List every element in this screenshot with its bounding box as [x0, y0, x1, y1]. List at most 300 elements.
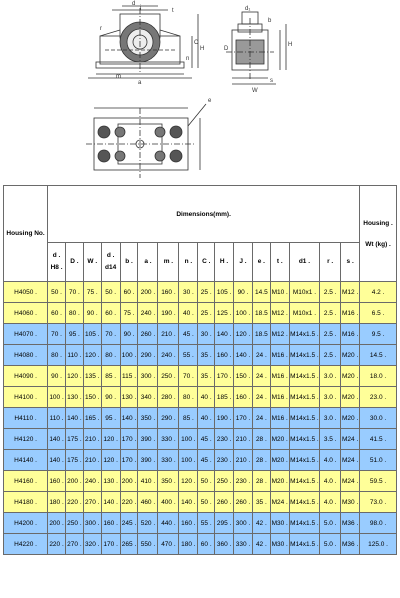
- dimension-cell: 45 .: [198, 429, 215, 450]
- dimension-cell: 100 .: [234, 303, 253, 324]
- dimension-cell: 250 .: [158, 366, 179, 387]
- dimension-cell: M14x1.5 .: [289, 345, 319, 366]
- dimension-cell: 60 .: [120, 282, 138, 303]
- dimension-cell: 300 .: [83, 513, 101, 534]
- dimension-cell: M36 .: [341, 534, 360, 555]
- dimension-cell: 100 .: [48, 387, 66, 408]
- table-row: [4, 513, 397, 534]
- dimension-cell: 125 .: [215, 303, 234, 324]
- dimension-cell: 160 .: [48, 471, 66, 492]
- housing-spec-table: [3, 185, 397, 555]
- dimension-cell: M14x1.5 .: [289, 471, 319, 492]
- dimension-cell: 190 .: [158, 303, 179, 324]
- dimension-cell: 160 .: [215, 345, 234, 366]
- column-header-tolerance: d14: [105, 264, 117, 271]
- dimension-cell: M10x1 .: [289, 282, 319, 303]
- dimension-cell: 170 .: [234, 408, 253, 429]
- dimension-cell: M10 .: [270, 282, 289, 303]
- dimension-cell: 350 .: [158, 471, 179, 492]
- dimension-cell: 120 .: [179, 471, 198, 492]
- column-header-symbol: d .: [106, 252, 115, 259]
- dimension-cell: 60 .: [101, 303, 120, 324]
- dimension-cell: 3.0 .: [320, 366, 341, 387]
- dimension-cell: 260 .: [234, 492, 253, 513]
- column-header: [48, 243, 66, 282]
- dimension-cell: 230 .: [234, 471, 253, 492]
- dimension-cell: 210 .: [234, 429, 253, 450]
- housing-number-cell: H4160 .: [4, 471, 48, 492]
- dimension-cell: 160 .: [101, 513, 120, 534]
- weight-cell: 73.0 .: [360, 492, 397, 513]
- column-header: [158, 243, 179, 282]
- dimension-cell: 4.0 .: [320, 471, 341, 492]
- dimension-cell: 200 .: [65, 471, 83, 492]
- column-header-tolerance: H8 .: [50, 264, 63, 271]
- table-row: [4, 282, 397, 303]
- dimension-cell: M16 .: [270, 366, 289, 387]
- dimension-cell: M24 .: [341, 429, 360, 450]
- dimension-cell: 3.0 .: [320, 387, 341, 408]
- housing-number-cell: H4140 .: [4, 450, 48, 471]
- dimension-cell: 42 .: [252, 513, 270, 534]
- housing-number-cell: H4220 .: [4, 534, 48, 555]
- column-header: [320, 243, 341, 282]
- dimension-cell: 200 .: [48, 513, 66, 534]
- dimension-cell: 50 .: [198, 492, 215, 513]
- dimension-cell: 25 .: [198, 282, 215, 303]
- dimension-cell: 240 .: [83, 471, 101, 492]
- dimension-cell: 170 .: [120, 429, 138, 450]
- dimension-cell: 24 .: [252, 366, 270, 387]
- column-header-symbol: m .: [163, 258, 174, 265]
- dimension-cell: 330 .: [234, 534, 253, 555]
- dimension-cell: 40 .: [198, 387, 215, 408]
- column-header: [120, 243, 138, 282]
- table-row: [4, 492, 397, 513]
- label-r: r: [100, 26, 102, 32]
- header-weight-line2: Wt (kg) .: [365, 240, 391, 248]
- weight-cell: 6.5 .: [360, 303, 397, 324]
- column-header-symbol: H .: [219, 258, 229, 265]
- dimension-cell: 250 .: [215, 471, 234, 492]
- dimension-cell: 175 .: [65, 450, 83, 471]
- dimension-cell: 200 .: [120, 471, 138, 492]
- label-h-side: H: [288, 42, 293, 48]
- weight-cell: 14.5 .: [360, 345, 397, 366]
- dimension-cell: 80 .: [48, 345, 66, 366]
- dimension-cell: 270 .: [83, 492, 101, 513]
- dimension-cell: 330 .: [158, 450, 179, 471]
- dimension-cell: 18.5: [252, 324, 270, 345]
- dimension-cell: 85 .: [101, 366, 120, 387]
- housing-number-cell: H4110 .: [4, 408, 48, 429]
- weight-cell: 30.0 .: [360, 408, 397, 429]
- label-d1: d₁: [245, 6, 251, 12]
- dimension-cell: 210 .: [158, 324, 179, 345]
- dimension-cell: 140 .: [48, 450, 66, 471]
- side-view: [226, 12, 286, 84]
- dimension-cell: M12 .: [270, 324, 289, 345]
- column-header-symbol: D .: [70, 258, 79, 265]
- dimension-cell: 50 .: [101, 282, 120, 303]
- dimension-cell: 45 .: [179, 324, 198, 345]
- label-b: b: [268, 18, 272, 24]
- dimension-cell: 85 .: [179, 408, 198, 429]
- column-header-symbol: e .: [257, 258, 265, 265]
- dimension-cell: M12 .: [270, 303, 289, 324]
- column-header: [83, 243, 101, 282]
- dimension-cell: 240 .: [138, 303, 158, 324]
- dimension-cell: M14x1.5 .: [289, 324, 319, 345]
- dimension-cell: 90 .: [48, 366, 66, 387]
- plan-view: [86, 104, 206, 178]
- dimension-cell: 300 .: [234, 513, 253, 534]
- dimension-cell: 14.5: [252, 282, 270, 303]
- dimension-cell: 4.0 .: [320, 492, 341, 513]
- dimension-cell: M24 .: [341, 450, 360, 471]
- dimension-cell: 390 .: [138, 450, 158, 471]
- dimension-cell: 75 .: [120, 303, 138, 324]
- dimension-cell: M20 .: [270, 429, 289, 450]
- column-header: [215, 243, 234, 282]
- dimension-cell: M14x1.5 .: [289, 534, 319, 555]
- dimension-cell: 140 .: [215, 324, 234, 345]
- column-header: [234, 243, 253, 282]
- dimension-cell: 2.5 .: [320, 282, 341, 303]
- dimension-cell: 30 .: [179, 282, 198, 303]
- dimension-cell: 460 .: [138, 492, 158, 513]
- column-header: [138, 243, 158, 282]
- label-j: j: [140, 5, 142, 11]
- table-row: [4, 387, 397, 408]
- technical-drawing: [0, 0, 400, 185]
- dimension-cell: 300 .: [138, 366, 158, 387]
- label-s: s: [270, 78, 273, 84]
- dimension-cell: 55 .: [198, 513, 215, 534]
- front-view: [88, 6, 198, 78]
- dimension-cell: 200 .: [138, 282, 158, 303]
- table-body: [4, 282, 397, 555]
- dimension-cell: 80 .: [101, 345, 120, 366]
- dimension-cell: 70 .: [65, 282, 83, 303]
- dimension-cell: 5.0 .: [320, 534, 341, 555]
- header-weight-line1: Housing .: [363, 219, 393, 227]
- weight-cell: 41.5 .: [360, 429, 397, 450]
- table-row: [4, 324, 397, 345]
- dimension-cell: 120 .: [83, 345, 101, 366]
- dimension-cell: 270 .: [65, 534, 83, 555]
- dimension-cell: 265 .: [120, 534, 138, 555]
- dimension-cell: 55 .: [179, 345, 198, 366]
- dimension-cell: 28 .: [252, 450, 270, 471]
- dimension-cell: 130 .: [101, 471, 120, 492]
- column-header-symbol: d .: [52, 252, 61, 259]
- dimension-cell: M24 .: [341, 471, 360, 492]
- table-row: [4, 429, 397, 450]
- dimension-cell: 95 .: [65, 324, 83, 345]
- dimension-cell: M14x1.5 .: [289, 492, 319, 513]
- table-row: [4, 534, 397, 555]
- table-row: [4, 345, 397, 366]
- label-n: n: [186, 56, 190, 62]
- column-header-symbol: C .: [202, 258, 211, 265]
- dimension-cell: 2.5 .: [320, 324, 341, 345]
- dimension-cell: 180 .: [179, 534, 198, 555]
- dimension-cell: 360 .: [215, 534, 234, 555]
- dimension-cell: 520 .: [138, 513, 158, 534]
- dimension-cell: M24 .: [270, 492, 289, 513]
- dimension-cell: M30 .: [270, 513, 289, 534]
- header-weight: [360, 186, 397, 282]
- dimension-cell: 50 .: [48, 282, 66, 303]
- dimension-cell: M20 .: [270, 471, 289, 492]
- column-header: [341, 243, 360, 282]
- weight-cell: 59.5 .: [360, 471, 397, 492]
- dimension-cell: 260 .: [138, 324, 158, 345]
- dimension-cell: 60 .: [48, 303, 66, 324]
- dimension-cell: 140 .: [179, 492, 198, 513]
- dimension-cell: 220 .: [48, 534, 66, 555]
- dimension-cell: 2.5 .: [320, 345, 341, 366]
- dimension-cell: 60 .: [198, 534, 215, 555]
- dimension-cell: M30 .: [341, 492, 360, 513]
- housing-number-cell: H4200 .: [4, 513, 48, 534]
- dimension-cell: 3.5 .: [320, 429, 341, 450]
- dimension-cell: 170 .: [215, 366, 234, 387]
- dimension-cell: 28 .: [252, 471, 270, 492]
- dimension-cell: 5.0 .: [320, 513, 341, 534]
- dimension-cell: 290 .: [158, 408, 179, 429]
- dimension-cell: 210 .: [83, 429, 101, 450]
- dimension-cell: 230 .: [215, 429, 234, 450]
- dimension-cell: 190 .: [215, 408, 234, 429]
- column-header-symbol: d1 .: [298, 258, 311, 265]
- column-header-symbol: t .: [276, 258, 283, 265]
- label-h-front: H: [200, 46, 205, 52]
- dimension-cell: 165 .: [83, 408, 101, 429]
- dimension-cell: M16 .: [270, 387, 289, 408]
- dimension-cell: 100 .: [179, 450, 198, 471]
- dimension-cell: 100 .: [179, 429, 198, 450]
- dimension-cell: 70 .: [101, 324, 120, 345]
- dimension-cell: 150 .: [83, 387, 101, 408]
- table-row: [4, 408, 397, 429]
- table-row: [4, 471, 397, 492]
- dimension-cell: 100 .: [120, 345, 138, 366]
- column-header-symbol: b .: [125, 258, 133, 265]
- housing-number-cell: H4080 .: [4, 345, 48, 366]
- label-m: m: [116, 74, 121, 80]
- dimension-cell: M20 .: [341, 387, 360, 408]
- dimension-cell: M20 .: [341, 366, 360, 387]
- dimension-cell: 130 .: [120, 387, 138, 408]
- dimension-cell: 90 .: [101, 387, 120, 408]
- table-row: [4, 366, 397, 387]
- header-dimensions: Dimensions(mm).: [48, 186, 360, 243]
- housing-number-cell: H4090 .: [4, 366, 48, 387]
- dimension-cell: 120 .: [65, 366, 83, 387]
- weight-cell: 125.0 .: [360, 534, 397, 555]
- label-a: a: [138, 80, 142, 86]
- dimension-cell: 280 .: [158, 387, 179, 408]
- housing-number-cell: H4060 .: [4, 303, 48, 324]
- dimension-cell: 70 .: [48, 324, 66, 345]
- column-header: [289, 243, 319, 282]
- dimension-cell: 95 .: [101, 408, 120, 429]
- dimension-cell: 105 .: [215, 282, 234, 303]
- dimension-cell: 130 .: [65, 387, 83, 408]
- dimension-cell: M10x1 .: [289, 303, 319, 324]
- dimension-cell: 120 .: [234, 324, 253, 345]
- column-header: [101, 243, 120, 282]
- dimension-cell: M30 .: [270, 534, 289, 555]
- housing-number-cell: H4100 .: [4, 387, 48, 408]
- weight-cell: 51.0 .: [360, 450, 397, 471]
- dimension-cell: 3.0 .: [320, 408, 341, 429]
- dimension-cell: 135 .: [83, 366, 101, 387]
- dimension-cell: 4.0 .: [320, 450, 341, 471]
- dimension-cell: 25 .: [198, 303, 215, 324]
- dimension-cell: 220 .: [65, 492, 83, 513]
- dimension-cell: 2.5 .: [320, 303, 341, 324]
- column-header-symbol: W .: [87, 258, 98, 265]
- dimension-cell: M14x1.5 .: [289, 513, 319, 534]
- dimension-cell: 410 .: [138, 471, 158, 492]
- column-header: [179, 243, 198, 282]
- dimension-cell: 185 .: [215, 387, 234, 408]
- housing-number-cell: H4050 .: [4, 282, 48, 303]
- weight-cell: 18.0 .: [360, 366, 397, 387]
- dimension-cell: M14x1.5 .: [289, 450, 319, 471]
- dimension-cell: 160 .: [158, 282, 179, 303]
- dimension-cell: 35 .: [198, 366, 215, 387]
- dimension-cell: M16 .: [341, 303, 360, 324]
- dimension-cell: 210 .: [83, 450, 101, 471]
- dimension-cell: 70 .: [179, 366, 198, 387]
- dimension-cell: M16 .: [270, 408, 289, 429]
- column-header: [270, 243, 289, 282]
- column-header-symbol: s .: [346, 258, 354, 265]
- dimension-cell: 320 .: [83, 534, 101, 555]
- label-d-side: D: [224, 46, 229, 52]
- label-t: t: [172, 8, 174, 14]
- dimension-cell: M20 .: [341, 345, 360, 366]
- dimension-cell: 80 .: [179, 387, 198, 408]
- dimension-cell: M20 .: [341, 408, 360, 429]
- dimension-cell: 24 .: [252, 387, 270, 408]
- label-e: e: [208, 98, 212, 104]
- dimension-cell: M12 .: [341, 282, 360, 303]
- weight-cell: 23.0 .: [360, 387, 397, 408]
- dimension-cell: 150 .: [234, 366, 253, 387]
- dimension-cell: 290 .: [138, 345, 158, 366]
- column-header-symbol: r .: [327, 258, 334, 265]
- dimension-cell: 140 .: [48, 429, 66, 450]
- column-header-symbol: a .: [144, 258, 152, 265]
- dimension-cell: 120 .: [101, 450, 120, 471]
- table-row: [4, 303, 397, 324]
- dimension-cell: 470 .: [158, 534, 179, 555]
- dimension-cell: 110 .: [48, 408, 66, 429]
- dimension-cell: M20 .: [270, 450, 289, 471]
- dimension-cell: 50 .: [198, 471, 215, 492]
- dimension-cell: 24 .: [252, 345, 270, 366]
- housing-number-cell: H4070 .: [4, 324, 48, 345]
- column-header: [198, 243, 215, 282]
- dimension-cell: 24 .: [252, 408, 270, 429]
- dimension-cell: 35 .: [252, 492, 270, 513]
- dimension-cell: 40 .: [198, 408, 215, 429]
- dimension-cell: 390 .: [138, 429, 158, 450]
- dimension-cell: M16 .: [270, 345, 289, 366]
- label-c: C: [194, 40, 199, 46]
- dimension-cell: 210 .: [234, 450, 253, 471]
- dimension-cell: 160 .: [234, 387, 253, 408]
- dimension-cell: 220 .: [120, 492, 138, 513]
- column-header-symbol: J .: [239, 258, 247, 265]
- table-row: [4, 450, 397, 471]
- label-d: d: [132, 1, 136, 7]
- dimension-cell: 400 .: [158, 492, 179, 513]
- dimension-cell: 250 .: [65, 513, 83, 534]
- dimension-cell: 240 .: [158, 345, 179, 366]
- dimension-cell: 260 .: [215, 492, 234, 513]
- dimension-cell: 80 .: [65, 303, 83, 324]
- housing-number-cell: H4180 .: [4, 492, 48, 513]
- weight-cell: 98.0 .: [360, 513, 397, 534]
- dimension-cell: 340 .: [138, 387, 158, 408]
- dimension-cell: 140 .: [65, 408, 83, 429]
- dimension-header-row: [4, 243, 397, 282]
- dimension-cell: 90 .: [234, 282, 253, 303]
- dimension-cell: 170 .: [120, 450, 138, 471]
- dimension-cell: 90 .: [120, 324, 138, 345]
- dimension-cell: M14x1.5 .: [289, 408, 319, 429]
- dimension-cell: 45 .: [198, 450, 215, 471]
- weight-cell: 9.5 .: [360, 324, 397, 345]
- dimension-cell: 42 .: [252, 534, 270, 555]
- dimension-cell: 115 .: [120, 366, 138, 387]
- dimension-cell: 30 .: [198, 324, 215, 345]
- housing-number-cell: H4120 .: [4, 429, 48, 450]
- dimension-cell: 140 .: [101, 492, 120, 513]
- dimension-cell: 180 .: [48, 492, 66, 513]
- dimension-cell: M14x1.5 .: [289, 366, 319, 387]
- dimension-cell: 550 .: [138, 534, 158, 555]
- dimension-cell: 40 .: [179, 303, 198, 324]
- dimension-cell: 140 .: [234, 345, 253, 366]
- dimension-cell: 90 .: [83, 303, 101, 324]
- column-header: [65, 243, 83, 282]
- label-w: W: [252, 88, 258, 94]
- dimension-cell: 170 .: [101, 534, 120, 555]
- dimension-cell: 350 .: [138, 408, 158, 429]
- dimension-cell: 230 .: [215, 450, 234, 471]
- dimension-cell: 75 .: [83, 282, 101, 303]
- dimension-cell: 120 .: [101, 429, 120, 450]
- column-header: [252, 243, 270, 282]
- dimension-cell: M36 .: [341, 513, 360, 534]
- dimension-cell: 330 .: [158, 429, 179, 450]
- dimension-cell: 110 .: [65, 345, 83, 366]
- dimension-cell: 440 .: [158, 513, 179, 534]
- dimension-cell: 295 .: [215, 513, 234, 534]
- dimension-cell: 140 .: [120, 408, 138, 429]
- dimension-cell: 175 .: [65, 429, 83, 450]
- dimension-cell: 18.5: [252, 303, 270, 324]
- dimension-cell: 245 .: [120, 513, 138, 534]
- dimension-cell: 28 .: [252, 429, 270, 450]
